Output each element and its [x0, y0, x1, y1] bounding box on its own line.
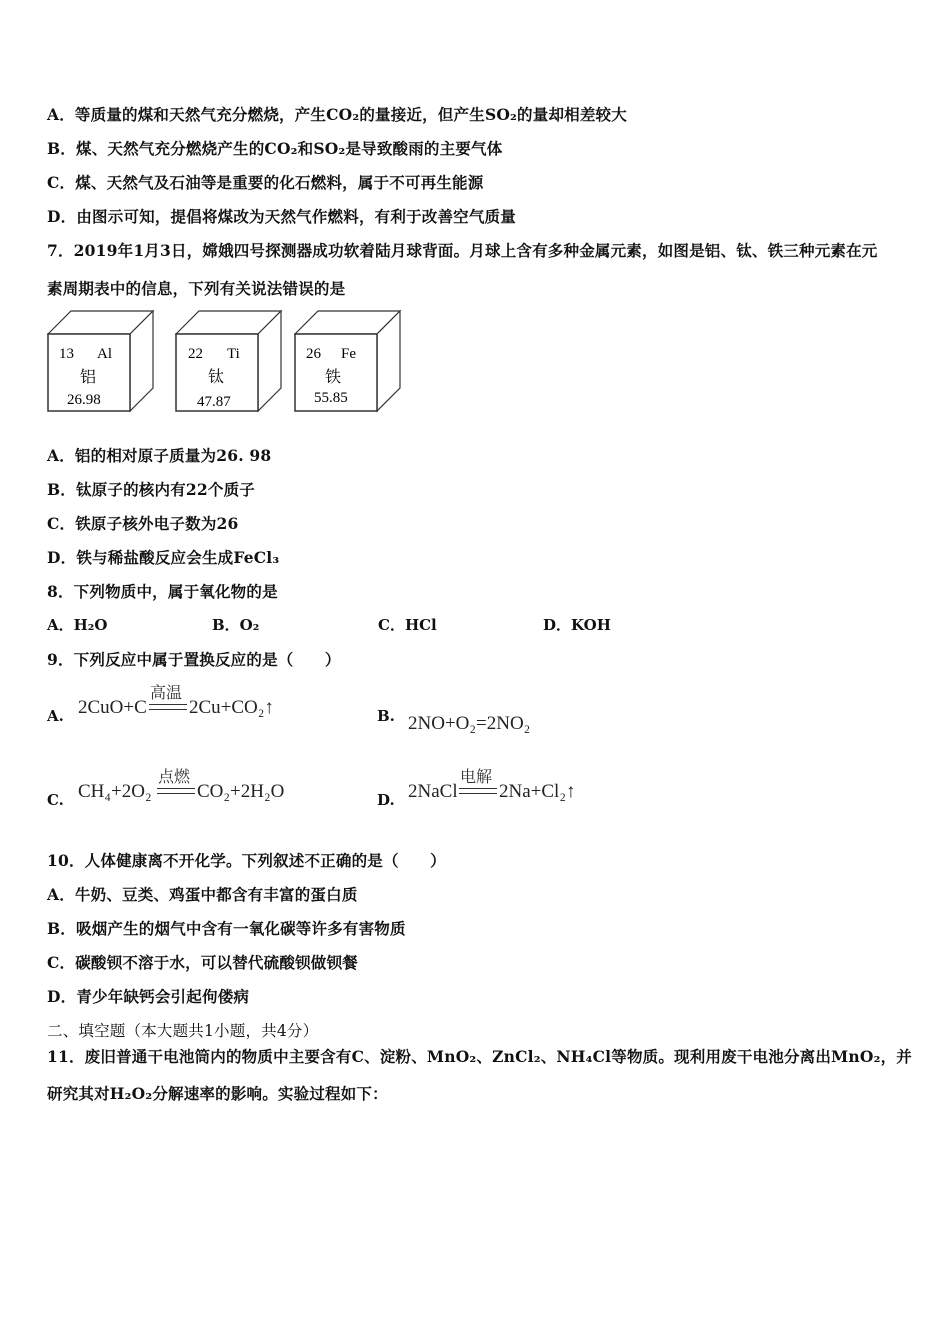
section-heading: 二、填空题（本大题共1小题，共4分）	[47, 1022, 319, 1040]
q10-option-d: D．青少年缺钙会引起佝偻病	[47, 987, 250, 1006]
q8-stem: 8．下列物质中，属于氧化物的是	[47, 582, 278, 601]
q6-option-b: B．煤、天然气充分燃烧产生的CO₂和SO₂是导致酸雨的主要气体	[47, 139, 503, 158]
q9-option-d-products: 2Na+Cl₂↑	[499, 781, 576, 802]
q7-option-a: A．铝的相对原子质量为26. 98	[47, 446, 272, 465]
element-name: 钛	[208, 367, 225, 386]
q9-option-d-equals	[459, 788, 497, 794]
q11-stem-line1: 11．废旧普通干电池筒内的物质中主要含有C、淀粉、MnO₂、ZnCl₂、NH₄Cl等物质。现利用废干电池分离出MnO₂，并	[47, 1047, 912, 1066]
q10-option-c: C．碳酸钡不溶于水，可以替代硫酸钡做钡餐	[47, 953, 358, 972]
q6-option-d: D．由图示可知，提倡将煤改为天然气作燃料，有利于改善空气质量	[47, 207, 516, 226]
q9-option-c-reactants: CH₄+2O₂	[78, 781, 152, 802]
q9-option-a-products: 2Cu+CO₂↑	[189, 697, 274, 718]
element-number: 13	[59, 346, 74, 362]
element-mass: 47.87	[197, 394, 231, 410]
element-number: 26	[306, 346, 321, 362]
q9-option-c-equals	[157, 788, 195, 794]
q8-option-b: B．O₂	[212, 616, 260, 634]
q10-option-b: B．吸烟产生的烟气中含有一氧化碳等许多有害物质	[47, 919, 406, 938]
element-symbol: Al	[97, 346, 112, 362]
q9-option-d-reactants: 2NaCl	[408, 781, 458, 802]
element-number: 22	[188, 346, 203, 362]
q9-option-a-equals	[149, 704, 187, 710]
q9-stem: 9．下列反应中属于置换反应的是（ ）	[47, 650, 341, 669]
q9-option-c-condition: 点燃	[158, 767, 191, 786]
element-mass: 26.98	[67, 392, 101, 408]
element-mass: 55.85	[314, 390, 348, 406]
q9-option-a-condition: 高温	[150, 683, 183, 702]
q10-stem: 10．人体健康离不开化学。下列叙述不正确的是（ ）	[47, 851, 446, 870]
q9-option-c-label: C.	[47, 791, 64, 809]
element-tile-al	[47, 310, 155, 413]
q8-option-d: D．KOH	[543, 616, 611, 634]
q8-option-c: C．HCl	[378, 616, 437, 634]
q9-option-a-reactants: 2CuO+C	[78, 697, 147, 718]
element-tile-ti	[175, 310, 283, 413]
element-name: 铝	[80, 367, 97, 386]
q9-option-b-label: B.	[377, 707, 395, 725]
element-symbol: Ti	[227, 346, 240, 362]
q9-option-d-condition: 电解	[460, 767, 493, 786]
element-symbol: Fe	[341, 346, 356, 362]
q9-option-c-products: CO₂+2H₂O	[197, 781, 285, 802]
q9-option-a-label: A.	[47, 707, 64, 725]
q7-stem-line1: 7．2019年1月3日，嫦娥四号探测器成功软着陆月球背面。月球上含有多种金属元素，如图是铝、钛、铁三种元素在元	[47, 241, 878, 260]
q7-option-b: B．钛原子的核内有22个质子	[47, 480, 255, 499]
element-name: 铁	[325, 367, 342, 386]
q7-option-d: D．铁与稀盐酸反应会生成FeCl₃	[47, 548, 280, 567]
q7-stem-line2: 素周期表中的信息，下列有关说法错误的是	[47, 279, 346, 298]
q8-option-a: A．H₂O	[47, 616, 108, 634]
element-tile-fe	[294, 310, 402, 413]
q6-option-a: A．等质量的煤和天然气充分燃烧，产生CO₂的量接近，但产生SO₂的量却相差较大	[47, 105, 627, 124]
q7-option-c: C．铁原子核外电子数为26	[47, 514, 239, 533]
q9-option-d-label: D.	[377, 791, 395, 809]
q10-option-a: A．牛奶、豆类、鸡蛋中都含有丰富的蛋白质	[47, 885, 358, 904]
q11-stem-line2: 研究其对H₂O₂分解速率的影响。实验过程如下：	[47, 1084, 388, 1103]
q6-option-c: C．煤、天然气及石油等是重要的化石燃料，属于不可再生能源	[47, 173, 484, 192]
q9-option-b-equation: 2NO+O₂=2NO₂	[408, 713, 531, 734]
